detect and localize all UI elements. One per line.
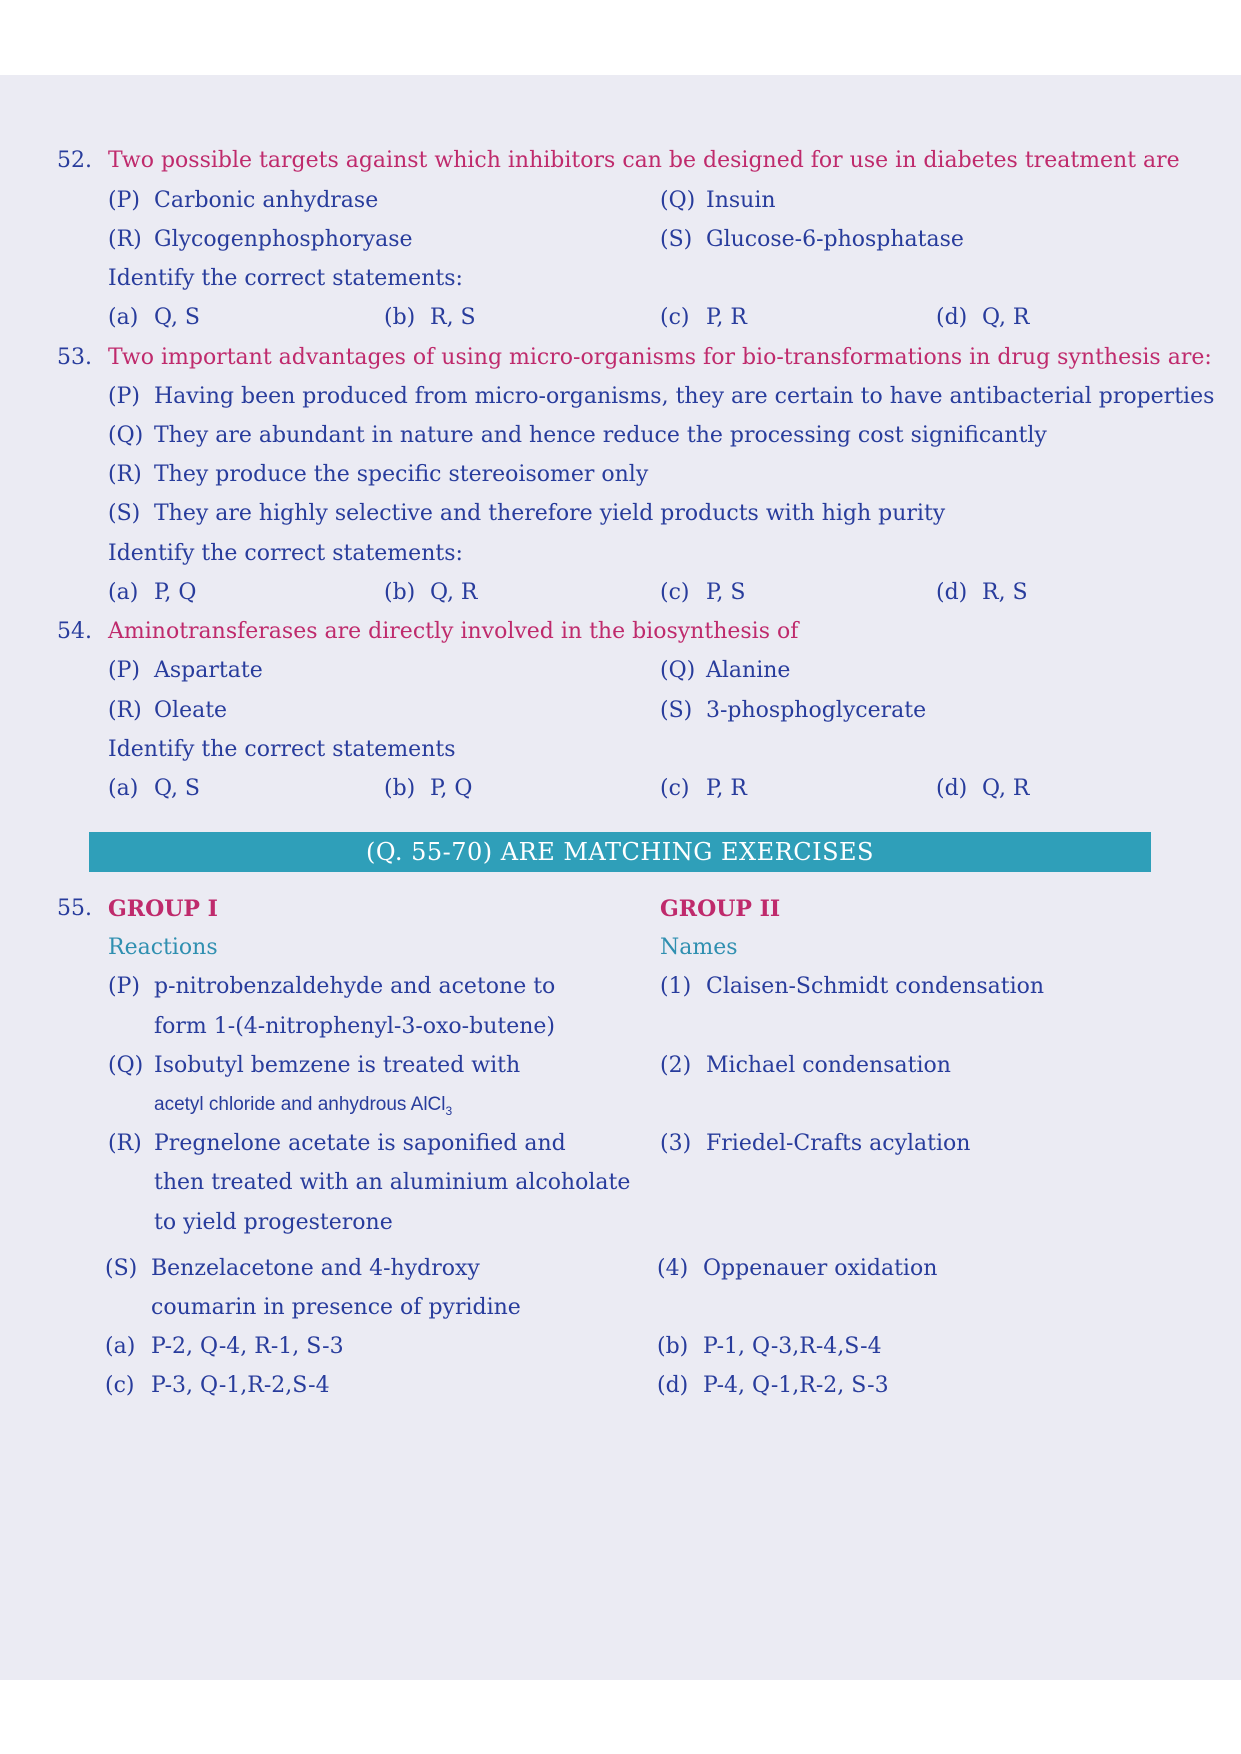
- names-subheading: Names: [660, 935, 738, 960]
- statement-p: (P) Carbonic anhydrase: [108, 188, 379, 213]
- name-1: (1) Claisen-Schmidt condensation: [660, 974, 1045, 999]
- reaction-p: (P) p-nitrobenzaldehyde and acetone to: [108, 974, 556, 999]
- statement-r: (R) Oleate: [108, 698, 228, 723]
- identify-prompt: Identify the correct statements: [108, 737, 456, 762]
- option-a[interactable]: (a) P-2, Q-4, R-1, S-3: [105, 1334, 344, 1359]
- identify-prompt: Identify the correct statements:: [108, 266, 463, 291]
- question-number: 54.: [57, 619, 92, 644]
- reactions-subheading: Reactions: [108, 935, 218, 960]
- option-c[interactable]: (c) P-3, Q-1,R-2,S-4: [105, 1373, 330, 1398]
- statement-q: (Q) They are abundant in nature and hence reduce the processing cost significantly: [108, 423, 1047, 448]
- option-d[interactable]: (d) R, S: [936, 580, 1028, 605]
- reaction-s: (S) Benzelacetone and 4-hydroxy: [105, 1256, 480, 1281]
- option-b[interactable]: (b) Q, R: [384, 580, 478, 605]
- question-55: [57, 894, 218, 924]
- reaction-r-line2: then treated with an aluminium alcoholate: [154, 1170, 631, 1195]
- reaction-q-line2: acetyl chloride and anhydrous AlCl$_3$: [154, 1094, 453, 1118]
- option-c[interactable]: (c) P, R: [660, 776, 747, 801]
- statement-q: (Q) Alanine: [660, 658, 791, 683]
- option-b[interactable]: (b) P, Q: [384, 776, 473, 801]
- reaction-r: (R) Pregnelone acetate is saponified and: [108, 1131, 566, 1156]
- option-d[interactable]: (d) Q, R: [936, 776, 1030, 801]
- group-1-heading: GROUP I: [108, 896, 218, 922]
- question-53: [57, 343, 1212, 373]
- statement-p: (P) Aspartate: [108, 658, 263, 683]
- question-text: Two important advantages of using micro-organisms for bio-transformations in drug synthesis are:: [108, 345, 1212, 370]
- statement-r: (R) Glycogenphosphoryase: [108, 227, 413, 252]
- reaction-r-line3: to yield progesterone: [154, 1210, 393, 1235]
- option-c[interactable]: (c) P, S: [660, 580, 746, 605]
- name-3: (3) Friedel-Crafts acylation: [660, 1131, 971, 1156]
- statement-s: (S) Glucose-6-phosphatase: [660, 227, 964, 252]
- reaction-q: (Q) Isobutyl bemzene is treated with: [108, 1053, 521, 1078]
- section-banner: (Q. 55-70) ARE MATCHING EXERCISES: [89, 832, 1151, 872]
- option-d[interactable]: (d) P-4, Q-1,R-2, S-3: [657, 1373, 889, 1398]
- statement-q: (Q) Insuin: [660, 188, 776, 213]
- statement-r: (R) They produce the specific stereoisomer only: [108, 462, 649, 487]
- statement-s: (S) They are highly selective and therefore yield products with high purity: [108, 501, 946, 526]
- question-number: 53.: [57, 345, 92, 370]
- name-2: (2) Michael condensation: [660, 1053, 951, 1078]
- option-a[interactable]: (a) Q, S: [108, 776, 200, 801]
- option-a[interactable]: (a) P, Q: [108, 580, 197, 605]
- identify-prompt: Identify the correct statements:: [108, 541, 463, 566]
- question-52: [57, 146, 1180, 176]
- statement-p: (P) Having been produced from micro-organisms, they are certain to have antibacterial properties: [108, 384, 1215, 409]
- question-54: [57, 617, 799, 647]
- reaction-s-line2: coumarin in presence of pyridine: [151, 1295, 521, 1320]
- question-text: Aminotransferases are directly involved in the biosynthesis of: [108, 619, 799, 644]
- question-number: 55.: [57, 896, 92, 921]
- option-d[interactable]: (d) Q, R: [936, 305, 1030, 330]
- option-a[interactable]: (a) Q, S: [108, 305, 200, 330]
- group-2-heading: GROUP II: [660, 896, 781, 922]
- question-text: Two possible targets against which inhibitors can be designed for use in diabetes treatment are: [108, 148, 1180, 173]
- statement-s: (S) 3-phosphoglycerate: [660, 698, 927, 723]
- reaction-p-line2: form 1-(4-nitrophenyl-3-oxo-butene): [154, 1014, 555, 1039]
- option-b[interactable]: (b) R, S: [384, 305, 476, 330]
- question-number: 52.: [57, 148, 92, 173]
- name-4: (4) Oppenauer oxidation: [657, 1256, 938, 1281]
- option-b[interactable]: (b) P-1, Q-3,R-4,S-4: [657, 1334, 882, 1359]
- option-c[interactable]: (c) P, R: [660, 305, 747, 330]
